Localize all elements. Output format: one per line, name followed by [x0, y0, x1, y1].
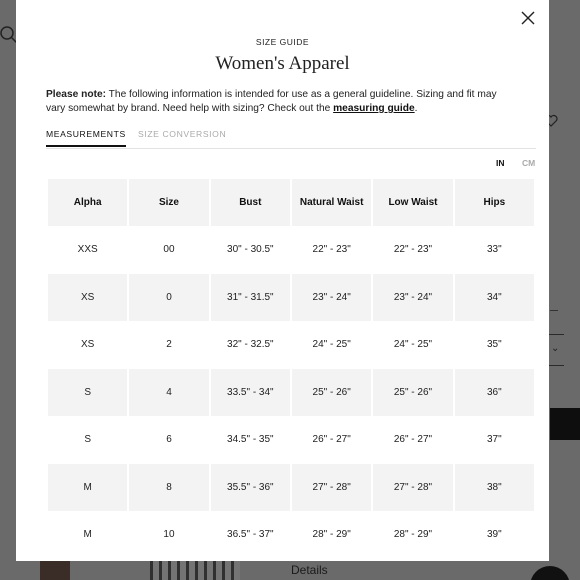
background-product-photo	[150, 560, 240, 580]
table-row	[48, 369, 534, 416]
modal-title: Women's Apparel	[215, 53, 350, 74]
table-row	[48, 512, 534, 559]
size-table	[46, 178, 536, 559]
table-cell: 25" - 26"	[373, 369, 452, 416]
table-cell: 6	[129, 417, 208, 464]
table-cell: 28" - 29"	[373, 512, 452, 559]
table-cell: 36.5" - 37"	[211, 512, 290, 559]
table-cell: 22" - 23"	[373, 227, 452, 274]
table-cell: 25" - 26"	[292, 369, 371, 416]
guideline-note	[46, 88, 516, 116]
table-cell: 2	[129, 322, 208, 369]
note-label: Please note:	[46, 89, 107, 100]
modal-eyebrow: SIZE GUIDE	[255, 37, 310, 47]
table-cell: 33"	[455, 227, 534, 274]
table-cell: S	[48, 369, 127, 416]
note-text: The following information is intended for use as a general guideline. Sizing and fit may vary somewhat by brand. Need help with sizing? Check out the	[46, 89, 497, 114]
table-row	[48, 417, 534, 464]
column-header: Low Waist	[373, 179, 452, 226]
background-product-photo	[40, 560, 70, 580]
table-cell: 33.5" - 34"	[211, 369, 290, 416]
table-cell: M	[48, 464, 127, 511]
table-cell: XS	[48, 274, 127, 321]
tab-size-conversion[interactable]: SIZE CONVERSION	[138, 129, 227, 139]
table-cell: 34.5" - 35"	[211, 417, 290, 464]
table-cell: 30" - 30.5"	[211, 227, 290, 274]
table-cell: M	[48, 512, 127, 559]
table-cell: 27" - 28"	[373, 464, 452, 511]
table-cell: 10	[129, 512, 208, 559]
table-cell: 38"	[455, 464, 534, 511]
column-header: Bust	[211, 179, 290, 226]
table-cell: 4	[129, 369, 208, 416]
table-cell: 36"	[455, 369, 534, 416]
table-cell: 27" - 28"	[292, 464, 371, 511]
table-cell: 26" - 27"	[373, 417, 452, 464]
table-cell: 34"	[455, 274, 534, 321]
table-row	[48, 227, 534, 274]
table-cell: 00	[129, 227, 208, 274]
table-cell: 24" - 25"	[292, 322, 371, 369]
tab-measurements[interactable]: MEASUREMENTS	[46, 129, 126, 147]
column-header: Size	[129, 179, 208, 226]
chevron-down-icon: ⌄	[551, 343, 560, 354]
table-row	[48, 322, 534, 369]
table-cell: 22" - 23"	[292, 227, 371, 274]
column-header: Alpha	[48, 179, 127, 226]
background-add-button[interactable]	[550, 408, 580, 440]
unit-toggle-in[interactable]: IN	[496, 158, 505, 168]
table-row	[48, 464, 534, 511]
measuring-guide-link[interactable]: measuring guide	[333, 103, 415, 114]
table-row	[48, 274, 534, 321]
background-details-link[interactable]: Details	[291, 563, 328, 577]
column-header: Natural Waist	[292, 179, 371, 226]
close-icon[interactable]	[518, 8, 538, 28]
table-cell: 26" - 27"	[292, 417, 371, 464]
size-guide-modal	[16, 0, 549, 561]
table-cell: 24" - 25"	[373, 322, 452, 369]
table-cell: 23" - 24"	[292, 274, 371, 321]
table-cell: 32" - 32.5"	[211, 322, 290, 369]
table-cell: 8	[129, 464, 208, 511]
unit-toggle-cm[interactable]: CM	[522, 158, 536, 168]
table-cell: 0	[129, 274, 208, 321]
table-cell: 39"	[455, 512, 534, 559]
table-cell: 28" - 29"	[292, 512, 371, 559]
table-cell: 31" - 31.5"	[211, 274, 290, 321]
column-header: Hips	[455, 179, 534, 226]
table-cell: XS	[48, 322, 127, 369]
table-cell: 23" - 24"	[373, 274, 452, 321]
size-guide-tabs	[46, 129, 536, 149]
table-cell: 35.5" - 36"	[211, 464, 290, 511]
background-size-select[interactable]	[548, 334, 564, 366]
table-header-row	[48, 179, 534, 226]
table-cell: 37"	[455, 417, 534, 464]
note-end: .	[414, 103, 418, 114]
chat-button[interactable]	[530, 566, 570, 580]
table-cell: 35"	[455, 322, 534, 369]
table-cell: S	[48, 417, 127, 464]
table-cell: XXS	[48, 227, 127, 274]
background-divider	[550, 310, 558, 311]
